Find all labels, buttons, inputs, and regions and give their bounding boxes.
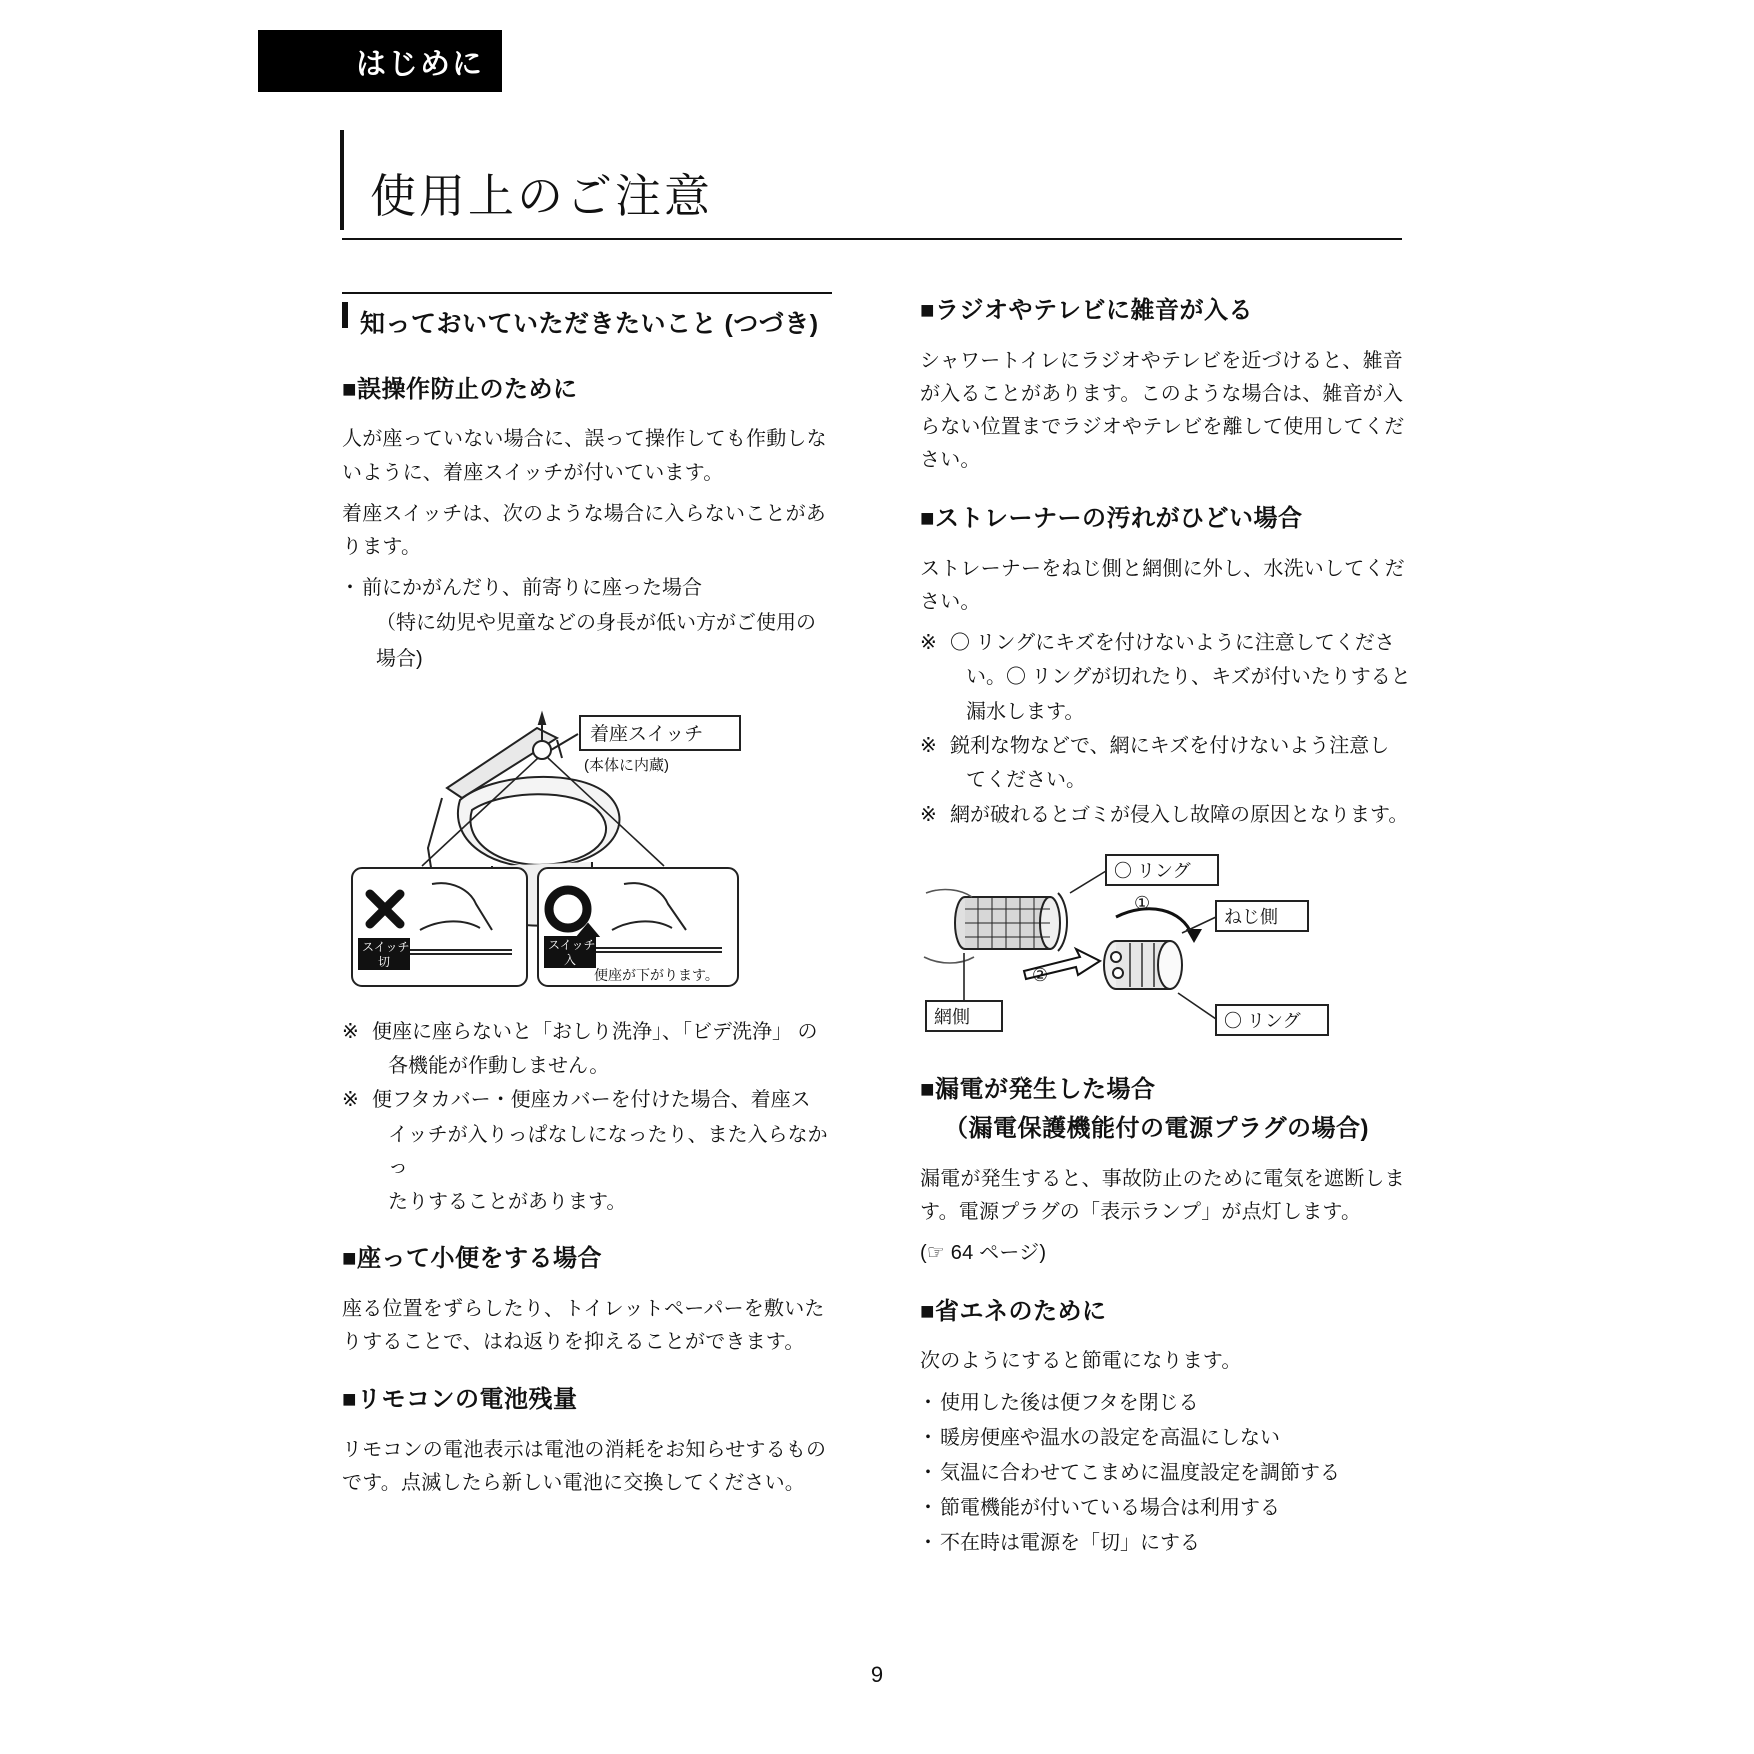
subsection-heading-remote-battery: [342, 1381, 842, 1420]
list-item: ・ 前にかがんだり、前寄りに座った場合: [342, 572, 842, 605]
subsection-heading-label: ■リモコンの電池残量: [342, 1386, 578, 1414]
paragraph-page-ref: (☞ 64 ページ): [920, 1242, 1047, 1265]
list-item: 漏水します。: [966, 700, 1085, 723]
list-item: ※ 便フタカバー・便座カバーを付けた場合、着座ス: [342, 1084, 842, 1116]
section-heading-tick: [342, 302, 348, 328]
subsection-heading-strainer: [920, 500, 1420, 539]
section-heading: [342, 292, 842, 345]
label-oring-bottom: 〇 リング: [1224, 1011, 1301, 1032]
list-item: イッチが入りっぱなしになったり、また入らなかっ: [388, 1123, 828, 1179]
chapter-tab-label: はじめに: [356, 48, 484, 81]
note-list: [342, 1016, 842, 1218]
label-oring-top: 〇 リング: [1114, 861, 1191, 882]
list-item: 場合): [376, 647, 423, 670]
list-item: ・ 暖房便座や温水の設定を高温にしない: [920, 1422, 1420, 1455]
step-1-label: ①: [1134, 893, 1151, 914]
left-column: [342, 292, 842, 1523]
subsection-heading-label-2: （漏電保護機能付の電源プラグの場合): [944, 1115, 1369, 1143]
paragraph: 漏電が発生すると、事故防止のために電気を遮断します。電源プラグの「表示ランプ」が点灯します。: [920, 1167, 1405, 1224]
list-item: い。〇 リングが切れたり、キズが付いたりすると: [966, 666, 1411, 689]
paragraph: 人が座っていない場合に、誤って操作しても作動しないように、着座スイッチが付いています。: [342, 428, 827, 484]
panel-on-label-line1: スイッチ: [548, 937, 596, 952]
list-item: たりすることがあります。: [388, 1190, 627, 1213]
subsection-heading-urinating-seated: [342, 1240, 842, 1279]
chapter-title-rule: [342, 238, 1402, 240]
list-item: ・ 気温に合わせてこまめに温度設定を調節する: [920, 1457, 1420, 1490]
chapter-tab: [258, 30, 502, 92]
chapter-title-block: [342, 130, 1402, 244]
subsection-heading-energy-saving: [920, 1293, 1420, 1332]
section-heading-rule: [342, 292, 832, 294]
label-net-side: 網側: [934, 1007, 970, 1028]
subsection-heading-leakage: [920, 1071, 1420, 1149]
figure-strainer: [920, 853, 1420, 1053]
panel-off-label-line1: スイッチ: [362, 939, 410, 954]
panel-off-label-line2: 切: [378, 954, 391, 969]
bullet-list: [342, 572, 842, 676]
list-item: ※ 網が破れるとゴミが侵入し故障の原因となります。: [920, 799, 1420, 831]
step-2-label: ②: [1032, 965, 1049, 986]
right-column: [920, 292, 1420, 1583]
callout-title: 着座スイッチ: [590, 723, 704, 745]
callout-sub: (本体に内蔵): [584, 756, 669, 774]
subsection-heading-radio-tv-noise: [920, 292, 1420, 331]
subsection-heading-label: ■漏電が発生した場合: [920, 1076, 1156, 1104]
section-heading-label: 知っておいていただきたいこと (つづき): [360, 310, 819, 338]
list-item: ・ 不在時は電源を「切」にする: [920, 1527, 1420, 1560]
page-number: 9: [870, 1662, 884, 1687]
list-item: ・ 節電機能が付いている場合は利用する: [920, 1492, 1420, 1525]
subsection-heading-misoperation: [342, 371, 842, 410]
figure-seat-switch: [342, 698, 842, 998]
page-title: 使用上のご注意: [370, 170, 713, 222]
panel-on-caption: 便座が下がります。: [594, 966, 719, 983]
list-item: ※ 〇 リングにキズを付けないように注意してくださ: [920, 627, 1420, 659]
strainer-illustration: [920, 853, 1420, 1053]
label-screw-side: ねじ側: [1224, 907, 1278, 928]
paragraph: ストレーナーをねじ側と網側に外し、水洗いしてください。: [920, 557, 1405, 613]
paragraph: シャワートイレにラジオやテレビを近づけると、雑音が入ることがあります。このような場合は、雑音が入らない位置までラジオやテレビを離して使用してください。: [920, 349, 1405, 472]
chapter-title-bar: [340, 130, 344, 230]
list-item: （特に幼児や児童などの身長が低い方がご使用の: [376, 612, 816, 635]
paragraph: 座る位置をずらしたり、トイレットペーパーを敷いたりすることで、はね返りを抑えることができます。: [342, 1297, 825, 1354]
paragraph: 次のようにすると節電になります。: [920, 1350, 1242, 1373]
subsection-heading-label: ■ラジオやテレビに雑音が入る: [920, 297, 1254, 324]
seat-switch-illustration: [342, 698, 842, 998]
list-item: ※ 便座に座らないと「おしり洗浄」、「ビデ洗浄」 の: [342, 1016, 842, 1048]
list-item: てください。: [966, 769, 1086, 792]
list-item: 各機能が作動しません。: [388, 1055, 610, 1078]
bullet-list: [920, 1387, 1420, 1561]
list-item: ・ 使用した後は便フタを閉じる: [920, 1387, 1420, 1420]
note-list: [920, 627, 1420, 831]
list-item: ※ 鋭利な物などで、網にキズを付けないよう注意し: [920, 730, 1420, 762]
paragraph: 着座スイッチは、次のような場合に入らないことがあります。: [342, 502, 826, 558]
subsection-heading-label: ■ストレーナーの汚れがひどい場合: [920, 504, 1303, 532]
panel-on-label-line2: 入: [564, 952, 577, 967]
subsection-heading-label: ■座って小便をする場合: [342, 1245, 602, 1273]
subsection-heading-label: ■誤操作防止のために: [342, 375, 578, 403]
subsection-heading-label: ■省エネのために: [920, 1297, 1107, 1325]
paragraph: リモコンの電池表示は電池の消耗をお知らせするものです。点滅したら新しい電池に交換してください。: [342, 1439, 827, 1495]
